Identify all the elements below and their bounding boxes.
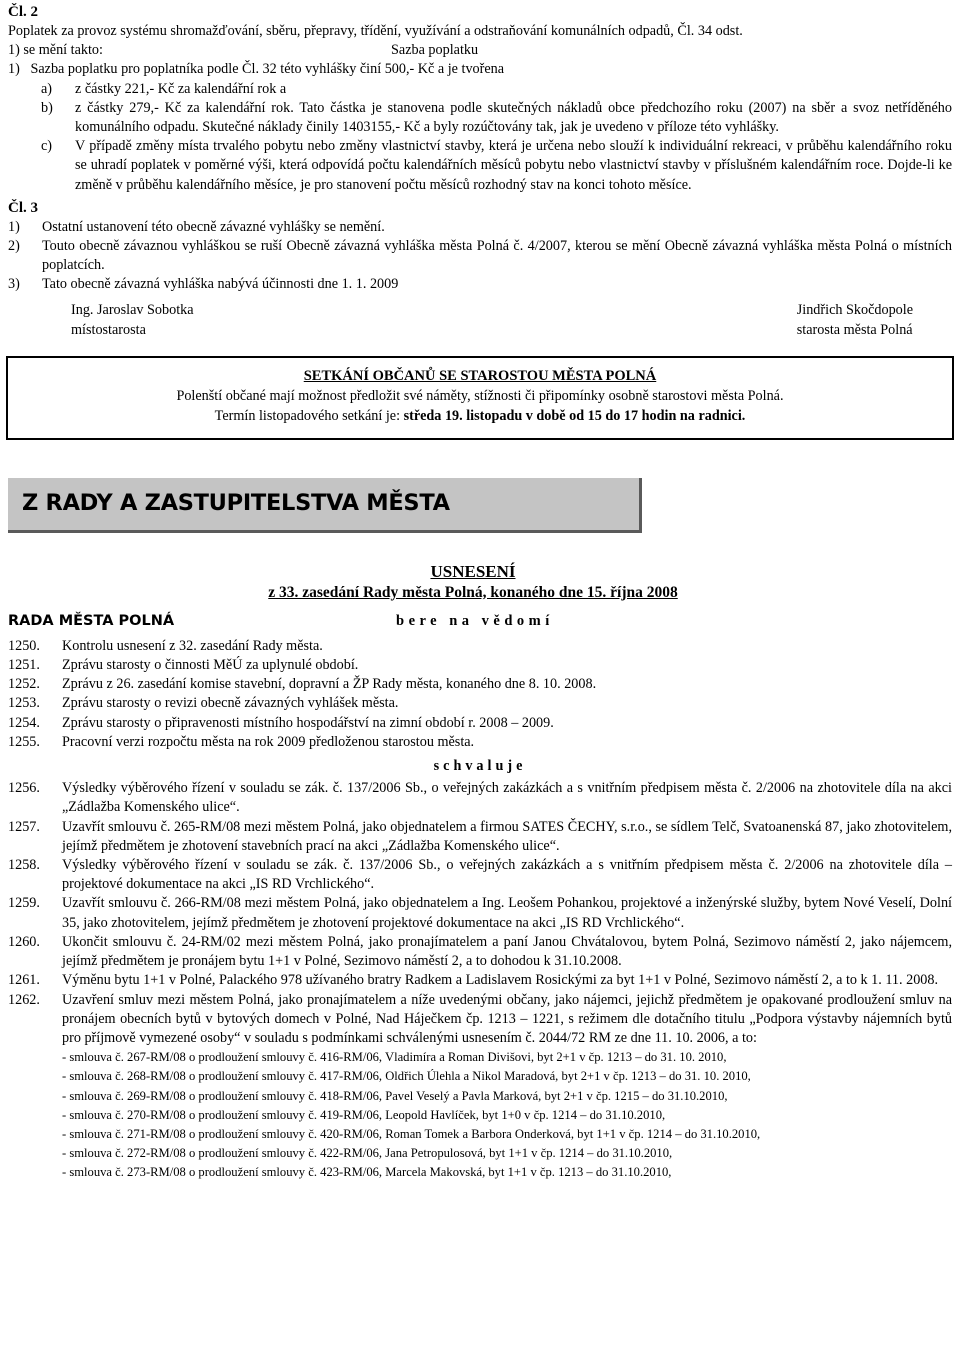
list-item: [8, 714, 952, 733]
item-number: 1255.: [8, 733, 40, 750]
item-number: 1256.: [8, 780, 40, 797]
item-text: Výměnu bytu 1+1 v Polné, Palackého 978 užívaného bratry Radkem a Ladislavem Rosickými za byt 1+1 v Polné, Sezimovo náměstí 2, a to k 1. 11. 2008.: [62, 972, 939, 989]
list-item: [8, 733, 952, 752]
contract-line: - smlouva č. 272-RM/08 o prodloužení smlouvy č. 422-RM/06, Jana Petropulosová, byt 1+1 v čp. 1214 – do 31.10.2010,: [62, 1146, 673, 1161]
cl3-item-1: [8, 218, 952, 237]
section-banner: Z RADY A ZASTUPITELSTVA MĚSTA: [8, 478, 642, 533]
signature-right-name: Jindřich Skočdopole: [796, 301, 913, 318]
signature-right: [797, 300, 913, 340]
cl2-change-line: [8, 41, 952, 60]
item-number: 1253.: [8, 695, 40, 712]
item-number: 1261.: [8, 972, 40, 989]
schvaluje-list: [8, 779, 952, 1048]
cl3-heading: Čl. 3: [8, 199, 38, 216]
item-text: Zprávu starosty o revizi obecně závazných vyhlášek města.: [62, 695, 399, 712]
signature-left-name: Ing. Jaroslav Sobotka: [71, 301, 194, 318]
bere-na-vedomi-heading: bere na vědomí: [396, 612, 554, 629]
contract-line: - smlouva č. 268-RM/08 o prodloužení smlouvy č. 417-RM/06, Oldřich Úlehla a Nikol Maradová, byt 2+1 v čp. 1213 – do 31. 10. 2010,: [62, 1069, 751, 1084]
cl2-c-text: V případě změny místa trvalého pobytu nebo změny vlastnictví stavby, která je určena nebo slouží k individuální rekreaci, v průběhu kalendářního roku se uhradí poplatek v poměrné výši, která odpovídá počtu kalendářních měsíců pobytu nebo vlastnictví stavby v příslušném kalendářním roce. Dojde-li ke změně v průběhu kalendářního měsíce, je pro stanovení počtu měsíců rozhodný stav na konci tohoto měsíce.: [75, 138, 952, 193]
item-number: 1259.: [8, 895, 40, 912]
item-text: Výsledky výběrového řízení v souladu se zák. č. 137/2006 Sb., o veřejných zakázkách a s vnitřním předpisem města č. 2/2006 na zhotovitele díla na akci „Zádlažba Komenského ulice“.: [62, 780, 952, 816]
cl2-item1: 1) Sazba poplatku pro poplatníka podle Čl. 32 této vyhlášky činí 500,- Kč a je tvořena: [8, 61, 505, 78]
signature-left-role: místostarosta: [71, 321, 146, 338]
usneseni-title: USNESENÍ: [430, 561, 516, 581]
contract-line: - smlouva č. 269-RM/08 o prodloužení smlouvy č. 418-RM/06, Pavel Veselý a Pavla Marková, byt 2+1 v čp. 1215 – do 31.10.2010,: [62, 1088, 728, 1103]
cl3-item-3: [8, 275, 952, 294]
item-text: Pracovní verzi rozpočtu města na rok 2009 předloženou starostou města.: [62, 733, 475, 750]
rada-body-name: RADA MĚSTA POLNÁ: [8, 612, 175, 629]
contract-line: - smlouva č. 273-RM/08 o prodloužení smlouvy č. 423-RM/06, Marcela Makovská, byt 1+1 v čp. 1213 – do 31.10.2010,: [62, 1165, 672, 1180]
item-text: Zprávu starosty o připravenosti místního hospodářství na zimní období r. 2008 – 2009.: [62, 714, 554, 731]
cl2-b-text: z částky 279,- Kč za kalendářní rok. Tato částka je stanovena podle skutečných nákladů obce předchozího roku (2007) na sběr a svoz netříděného komunálního odpadu. Skutečné náklady činily 1403155,- Kč a byly rozúčtovány tak, jak je uvedeno v příloze této vyhlášky.: [75, 99, 952, 136]
list-item: [8, 779, 952, 817]
cl3-item-number: 3): [8, 276, 20, 293]
notice-line2-bold: středa 19. listopadu v době od 15 do 17 hodin na radnici.: [403, 407, 746, 424]
bere-list: [8, 637, 952, 752]
rada-header: [8, 612, 952, 631]
list-item: [8, 637, 952, 656]
cl2-c-label: c): [41, 138, 53, 155]
list-item: [8, 933, 952, 971]
cl2-change-right: Sazba poplatku: [391, 42, 479, 59]
item-text: Výsledky výběrového řízení v souladu se zák. č. 137/2006 Sb., o veřejných zakázkách a s vnitřním předpisem města č. 2/2006 na zhotovitele díla – projektové dokumentace na akci „IS RD Vrchlického“.: [62, 857, 952, 893]
contract-line: - smlouva č. 270-RM/08 o prodloužení smlouvy č. 419-RM/06, Leopold Havlíček, byt 1+0 v čp. 1214 – do 31.10.2010,: [62, 1107, 666, 1122]
list-item: [8, 656, 952, 675]
cl2-item-a: [8, 80, 952, 99]
list-item: [8, 894, 952, 932]
item-text: Kontrolu usnesení z 32. zasedání Rady města.: [62, 637, 323, 654]
signatures: [71, 300, 913, 340]
item-number: 1250.: [8, 637, 40, 654]
list-item: [8, 856, 952, 894]
signature-right-role: starosta města Polná: [796, 321, 913, 338]
list-item: [8, 818, 952, 856]
cl2-item-c: [8, 137, 952, 195]
cl3-item-text: Ostatní ustanovení této obecně závazné vyhlášky se nemění.: [42, 218, 385, 235]
item-number: 1258.: [8, 857, 40, 874]
cl3-item-2: [8, 237, 952, 275]
cl2-change-left: 1) se mění takto:: [8, 42, 103, 59]
item-text: Uzavřít smlouvu č. 265-RM/08 mezi městem Polná, jako objednatelem a firmou SATES ČECHY, s.r.o., se sídlem Telč, Svatoanenská 87, jako zhotovitelem, jejímž předmětem je zhotovení stavebních prací na akci „Zádlažba Komenského ulice“.: [62, 818, 952, 854]
contract-list: [8, 1048, 952, 1182]
cl3-item-text: Touto obecně závaznou vyhláškou se ruší Obecně závazná vyhláška města Polná č. 4/2007, kterou se mění Obecně závazná vyhláška města Polná o místních poplatcích.: [42, 238, 952, 274]
notice-line1: Polenští občané mají možnost předložit své náměty, stížnosti či připomínky osobně starostovi města Polná.: [176, 387, 784, 404]
contract-line: - smlouva č. 271-RM/08 o prodloužení smlouvy č. 420-RM/06, Roman Tomek a Barbora Onderková, byt 1+1 v čp. 1214 – do 31.10.2010,: [62, 1126, 761, 1141]
item-number: 1262.: [8, 991, 40, 1008]
notice-line2-prefix: Termín listopadového setkání je:: [214, 407, 404, 424]
cl2-a-label: a): [41, 80, 53, 97]
signature-left: [71, 300, 194, 340]
item-text: Zprávu starosty o činnosti MěÚ za uplynulé období.: [62, 657, 359, 674]
cl2-item-b: [8, 99, 952, 137]
page: [8, 2, 952, 1183]
item-number: 1251.: [8, 657, 40, 674]
cl3-item-number: 2): [8, 238, 20, 255]
notice-box: [6, 356, 954, 440]
cl2-heading: Čl. 2: [8, 4, 38, 20]
item-text: Uzavření smluv mezi městem Polná, jako pronajímatelem a níže uvedenými občany, jako nájemci, jejichž předmětem je opakované prodloužení smluv na pronájem obecních bytů v bytových domech v Polné, Nad Háječkem čp. 1213 – 1221, s režimem dle dotačního titulu „Podpora výstavby nájemních bytů pro příjmově vymezené osoby“ v souladu s podmínkami schválenými usnesením č. 2044/72 RM ze dne 11. 10. 2006, a to:: [62, 991, 952, 1046]
notice-title: SETKÁNÍ OBČANŮ SE STAROSTOU MĚSTA POLNÁ: [303, 367, 657, 384]
item-number: 1257.: [8, 818, 40, 835]
list-item: [8, 675, 952, 694]
contract-line: - smlouva č. 267-RM/08 o prodloužení smlouvy č. 416-RM/06, Vladimíra a Roman Divišovi, byt 2+1 v čp. 1213 – do 31. 10. 2010,: [62, 1050, 727, 1065]
item-number: 1252.: [8, 676, 40, 693]
notice-line2: [8, 406, 952, 426]
cl2-b-label: b): [41, 99, 53, 116]
cl3-item-text: Tato obecně závazná vyhláška nabývá účinnosti dne 1. 1. 2009: [42, 276, 399, 293]
item-text: Zprávu z 26. zasedání komise stavební, dopravní a ŽP Rady města, konaného dne 8. 10. 2008.: [62, 676, 597, 693]
list-item: [8, 694, 952, 713]
cl2-intro: Poplatek za provoz systému shromažďování, sběru, přepravy, třídění, využívání a odstraňování komunálních odpadů, Čl. 34 odst.: [8, 23, 743, 39]
item-text: Uzavřít smlouvu č. 266-RM/08 mezi městem Polná, jako objednatelem a Ing. Leošem Pohankou, projektové a inženýrské služby, bytem Nové Veselí, Dolní 35, jako zhotovitelem, jejímž předmětem je zhotovení projektové dokumentace na akci „IS RD Vrchlického“.: [62, 895, 952, 931]
usneseni-subtitle: z 33. zasedání Rady města Polná, konaného dne 15. října 2008: [268, 583, 678, 601]
cl2-a-text: z částky 221,- Kč za kalendářní rok a: [75, 80, 287, 97]
list-item: [8, 991, 952, 1049]
item-number: 1260.: [8, 933, 40, 950]
item-text: Ukončit smlouvu č. 24-RM/02 mezi městem Polná, jako pronajímatelem a paní Janou Chvátalovou, bytem Polná, Sezimovo náměstí 2, jako nájemcem, jejímž předmětem je pronájem bytu 1+1 v Polné, Sezimovo náměstí 2, a to dohodou k 31.10.2008.: [62, 933, 952, 970]
schvaluje-heading: schvaluje: [433, 758, 527, 775]
list-item: [8, 971, 952, 990]
item-number: 1254.: [8, 714, 40, 731]
cl3-item-number: 1): [8, 218, 20, 235]
